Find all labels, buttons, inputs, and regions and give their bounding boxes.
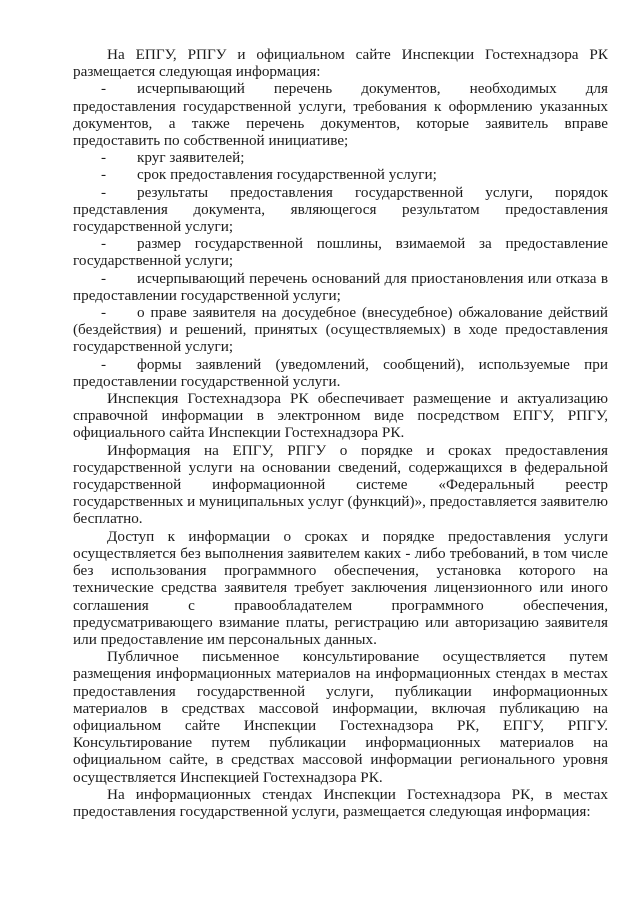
list-item-text: исчерпывающий перечень оснований для приостановления или отказа в предоставлении государственной услуги; — [73, 269, 608, 304]
list-dash: - — [101, 166, 107, 184]
list-dash: - — [101, 235, 107, 253]
intro-paragraph: На ЕПГУ, РПГУ и официальном сайте Инспекции Гостехнадзора РК размещается следующая информация: — [73, 46, 608, 81]
information-list — [73, 80, 608, 390]
list-item — [73, 270, 608, 304]
list-dash: - — [101, 355, 107, 373]
list-item-text: исчерпывающий перечень документов, необходимых для предоставления государственной услуги, требования к оформлению указанных документов, а также перечень документов, которые заявитель вправе предоставить по собственной инициативе; — [73, 80, 608, 150]
body-paragraph: Информация на ЕПГУ, РПГУ о порядке и сроках предоставления государственной услуги на основании сведений, содержащихся в федеральной государственной информационной системе «Федеральный реестр государственных и муниципальных услуг (функций)», предоставляется заявителю бесплатно. — [73, 441, 608, 528]
list-item-text: формы заявлений (уведомлений, сообщений), используемые при предоставлении государственной услуги. — [73, 355, 608, 390]
list-item-text: о праве заявителя на досудебное (внесудебное) обжалование действий (бездействия) и решений, принятых (осуществляемых) в ходе предоставления государственной услуги; — [73, 304, 608, 356]
list-item-text: круг заявителей; — [137, 149, 245, 167]
body-paragraph: Доступ к информации о сроках и порядке предоставления услуги осуществляется без выполнения заявителем каких - либо требований, в том числе без использования программного обеспечения, установка которого на технические средства заявителя требует заключения лицензионного или иного соглашения с правообладателем программного обеспечения, предусматривающего взимание платы, регистрацию или авторизацию заявителя или предоставление им персональных данных. — [73, 527, 608, 648]
list-item — [73, 166, 608, 183]
body-paragraph: На информационных стендах Инспекции Гостехнадзора РК, в местах предоставления государственной услуги, размещается следующая информация: — [73, 785, 608, 820]
list-item-text: результаты предоставления государственной услуги, порядок представления документа, являющегося результатом предоставления государственной услуги; — [73, 183, 608, 236]
list-item — [73, 304, 608, 356]
body-paragraph: Инспекция Гостехнадзора РК обеспечивает размещение и актуализацию справочной информации в электронном виде посредством ЕПГУ, РПГУ, официального сайта Инспекции Гостехнадзора РК. — [73, 390, 608, 442]
list-dash: - — [101, 183, 107, 201]
list-item — [73, 149, 608, 166]
list-item — [73, 80, 608, 149]
list-item — [73, 356, 608, 390]
list-item — [73, 235, 608, 269]
list-item-text: размер государственной пошлины, взимаемой за предоставление государственной услуги; — [73, 235, 608, 270]
list-dash: - — [101, 304, 107, 322]
list-dash: - — [101, 269, 107, 287]
list-dash: - — [101, 80, 107, 98]
body-paragraph: Публичное письменное консультирование осуществляется путем размещения информационных материалов на информационных стендах в местах предоставления государственной услуги, публикации информационных материалов в средствах массовой информации, включая публикацию на официальном сайте Инспекции Гостехнадзора РК, ЕПГУ, РПГУ. Консультирование путем публикации информационных материалов на официальном сайте, в средствах массовой информации регионального уровня осуществляется Инспекцией Гостехнадзора РК. — [73, 648, 608, 786]
list-dash: - — [101, 149, 107, 167]
document-page — [73, 46, 608, 820]
list-item — [73, 184, 608, 236]
list-item-text: срок предоставления государственной услуги; — [137, 166, 437, 184]
